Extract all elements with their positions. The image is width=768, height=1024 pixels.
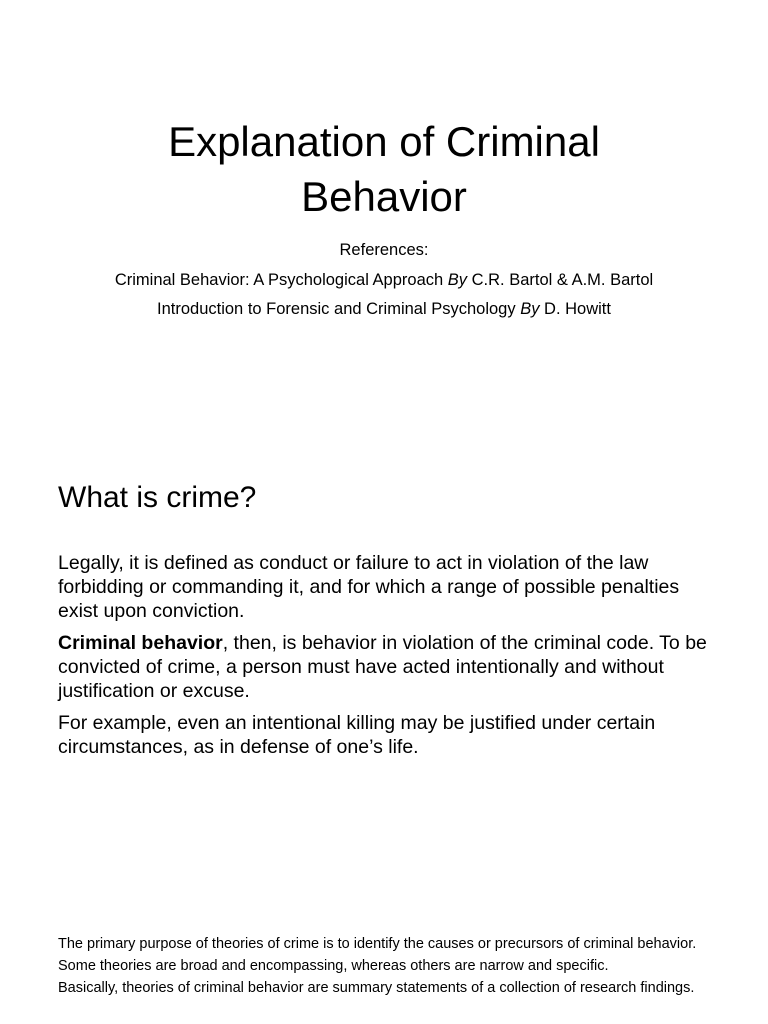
reference-authors: C.R. Bartol & A.M. Bartol — [467, 271, 654, 289]
body-paragraph: For example, even an intentional killing may be justified under certain circumstances, as in defense of one’s life. — [58, 712, 656, 758]
bold-term: Criminal behavior — [58, 632, 223, 654]
reference-title: Criminal Behavior: A Psychological Approach — [114, 271, 448, 289]
reference-by: By — [520, 300, 540, 318]
reference-authors: D. Howitt — [539, 300, 611, 318]
slide-title: Explanation of Criminal Behavior — [168, 118, 600, 220]
section-body — [58, 937, 708, 1003]
body-paragraph: Basically, theories of criminal behavior are summary statements of a collection of research findings. — [58, 980, 695, 996]
reference-by: By — [447, 271, 468, 289]
references-block — [110, 240, 658, 328]
reference-item — [110, 270, 658, 290]
body-paragraph: Some theories are broad and encompassing, whereas others are narrow and specific. — [58, 958, 609, 974]
reference-item — [110, 299, 658, 319]
references-label: References: — [339, 241, 429, 259]
section-body — [58, 551, 708, 767]
section-heading: What is crime? — [58, 481, 257, 514]
body-paragraph: The primary purpose of theories of crime is to identify the causes or precursors of criminal behavior. — [58, 936, 697, 952]
body-paragraph: Legally, it is defined as conduct or failure to act in violation of the law forbidding or commanding it, and for which a range of possible penalties exist upon conviction. — [58, 552, 680, 622]
body-paragraph — [58, 631, 708, 703]
reference-title: Introduction to Forensic and Criminal Psychology — [157, 300, 521, 318]
paragraph-text: , then, is behavior in violation of the criminal code. To be convicted of crime, a person must have acted intentionally and without justification or excuse. — [58, 632, 707, 702]
